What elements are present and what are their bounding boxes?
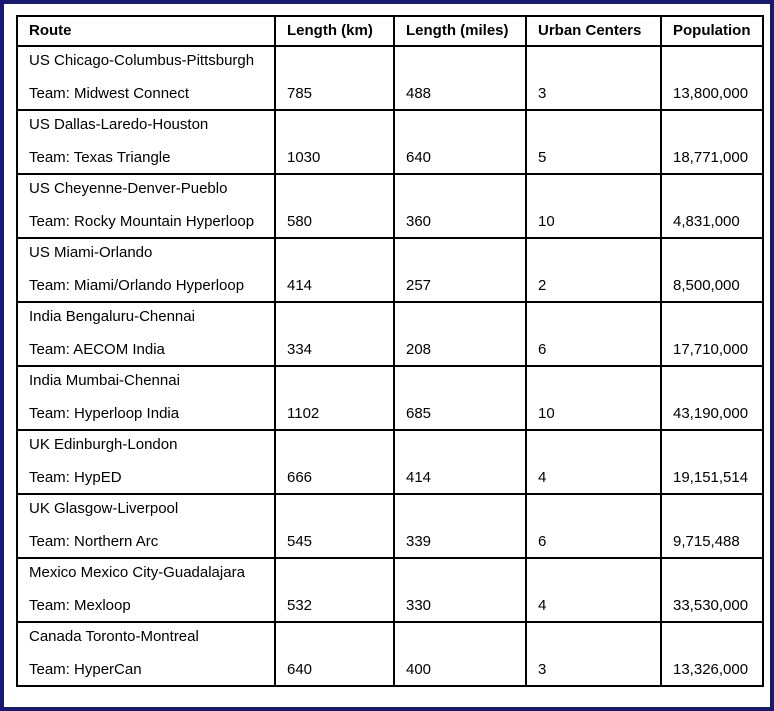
length-km-cell: 1102	[275, 366, 394, 430]
table-row	[17, 558, 763, 622]
length-km-cell: 580	[275, 174, 394, 238]
table-row	[17, 302, 763, 366]
route-name: India Bengaluru-Chennai	[29, 308, 195, 325]
route-cell	[17, 558, 275, 622]
length-miles-cell: 488	[394, 46, 526, 110]
route-cell	[17, 238, 275, 302]
length-miles-cell: 414	[394, 430, 526, 494]
population-cell: 13,326,000	[661, 622, 763, 686]
team-name: Team: Hyperloop India	[29, 405, 180, 422]
route-cell	[17, 46, 275, 110]
population-cell: 33,530,000	[661, 558, 763, 622]
team-name: Team: Northern Arc	[29, 533, 159, 550]
route-cell	[17, 430, 275, 494]
urban-centers-cell: 4	[526, 430, 661, 494]
route-cell	[17, 174, 275, 238]
route-name: Mexico Mexico City-Guadalajara	[29, 564, 245, 581]
length-km-cell: 640	[275, 622, 394, 686]
urban-centers-cell: 6	[526, 302, 661, 366]
population-cell: 13,800,000	[661, 46, 763, 110]
column-header: Length (miles)	[394, 16, 526, 46]
route-cell	[17, 494, 275, 558]
route-name: US Dallas-Laredo-Houston	[29, 116, 209, 133]
route-name: Canada Toronto-Montreal	[29, 628, 199, 645]
table-row	[17, 238, 763, 302]
hyperloop-routes-table	[16, 15, 764, 687]
route-name: US Chicago-Columbus-Pittsburgh	[29, 52, 255, 69]
urban-centers-cell: 3	[526, 46, 661, 110]
team-name: Team: Texas Triangle	[29, 149, 171, 166]
length-km-cell: 545	[275, 494, 394, 558]
route-name: UK Edinburgh-London	[29, 436, 178, 453]
length-km-cell: 1030	[275, 110, 394, 174]
urban-centers-cell: 5	[526, 110, 661, 174]
table-row	[17, 622, 763, 686]
urban-centers-cell: 6	[526, 494, 661, 558]
length-km-cell: 414	[275, 238, 394, 302]
urban-centers-cell: 3	[526, 622, 661, 686]
length-miles-cell: 339	[394, 494, 526, 558]
population-cell: 19,151,514	[661, 430, 763, 494]
route-name: India Mumbai-Chennai	[29, 372, 180, 389]
length-km-cell: 334	[275, 302, 394, 366]
team-name: Team: AECOM India	[29, 341, 165, 358]
column-header: Length (km)	[275, 16, 394, 46]
route-cell	[17, 366, 275, 430]
column-header: Route	[17, 16, 275, 46]
route-cell	[17, 622, 275, 686]
team-name: Team: HyperCan	[29, 661, 142, 678]
population-cell: 8,500,000	[661, 238, 763, 302]
team-name: Team: Miami/Orlando Hyperloop	[29, 277, 245, 294]
length-miles-cell: 208	[394, 302, 526, 366]
column-header: Urban Centers	[526, 16, 661, 46]
route-name: US Miami-Orlando	[29, 244, 153, 261]
urban-centers-cell: 2	[526, 238, 661, 302]
length-km-cell: 666	[275, 430, 394, 494]
table-body	[17, 46, 763, 686]
team-name: Team: HypED	[29, 469, 122, 486]
population-cell: 9,715,488	[661, 494, 763, 558]
table-row	[17, 494, 763, 558]
length-miles-cell: 330	[394, 558, 526, 622]
population-cell: 43,190,000	[661, 366, 763, 430]
table-row	[17, 110, 763, 174]
length-miles-cell: 685	[394, 366, 526, 430]
team-name: Team: Rocky Mountain Hyperloop	[29, 213, 255, 230]
table-row	[17, 430, 763, 494]
urban-centers-cell: 10	[526, 366, 661, 430]
table-row	[17, 174, 763, 238]
table-row	[17, 46, 763, 110]
team-name: Team: Mexloop	[29, 597, 131, 614]
table-header-row	[17, 16, 763, 46]
length-miles-cell: 360	[394, 174, 526, 238]
length-km-cell: 785	[275, 46, 394, 110]
length-km-cell: 532	[275, 558, 394, 622]
population-cell: 18,771,000	[661, 110, 763, 174]
column-header: Population	[661, 16, 763, 46]
population-cell: 17,710,000	[661, 302, 763, 366]
table-row	[17, 366, 763, 430]
route-name: US Cheyenne-Denver-Pueblo	[29, 180, 228, 197]
population-cell: 4,831,000	[661, 174, 763, 238]
urban-centers-cell: 10	[526, 174, 661, 238]
route-cell	[17, 110, 275, 174]
urban-centers-cell: 4	[526, 558, 661, 622]
route-name: UK Glasgow-Liverpool	[29, 500, 179, 517]
length-miles-cell: 257	[394, 238, 526, 302]
length-miles-cell: 400	[394, 622, 526, 686]
length-miles-cell: 640	[394, 110, 526, 174]
route-cell	[17, 302, 275, 366]
team-name: Team: Midwest Connect	[29, 85, 190, 102]
